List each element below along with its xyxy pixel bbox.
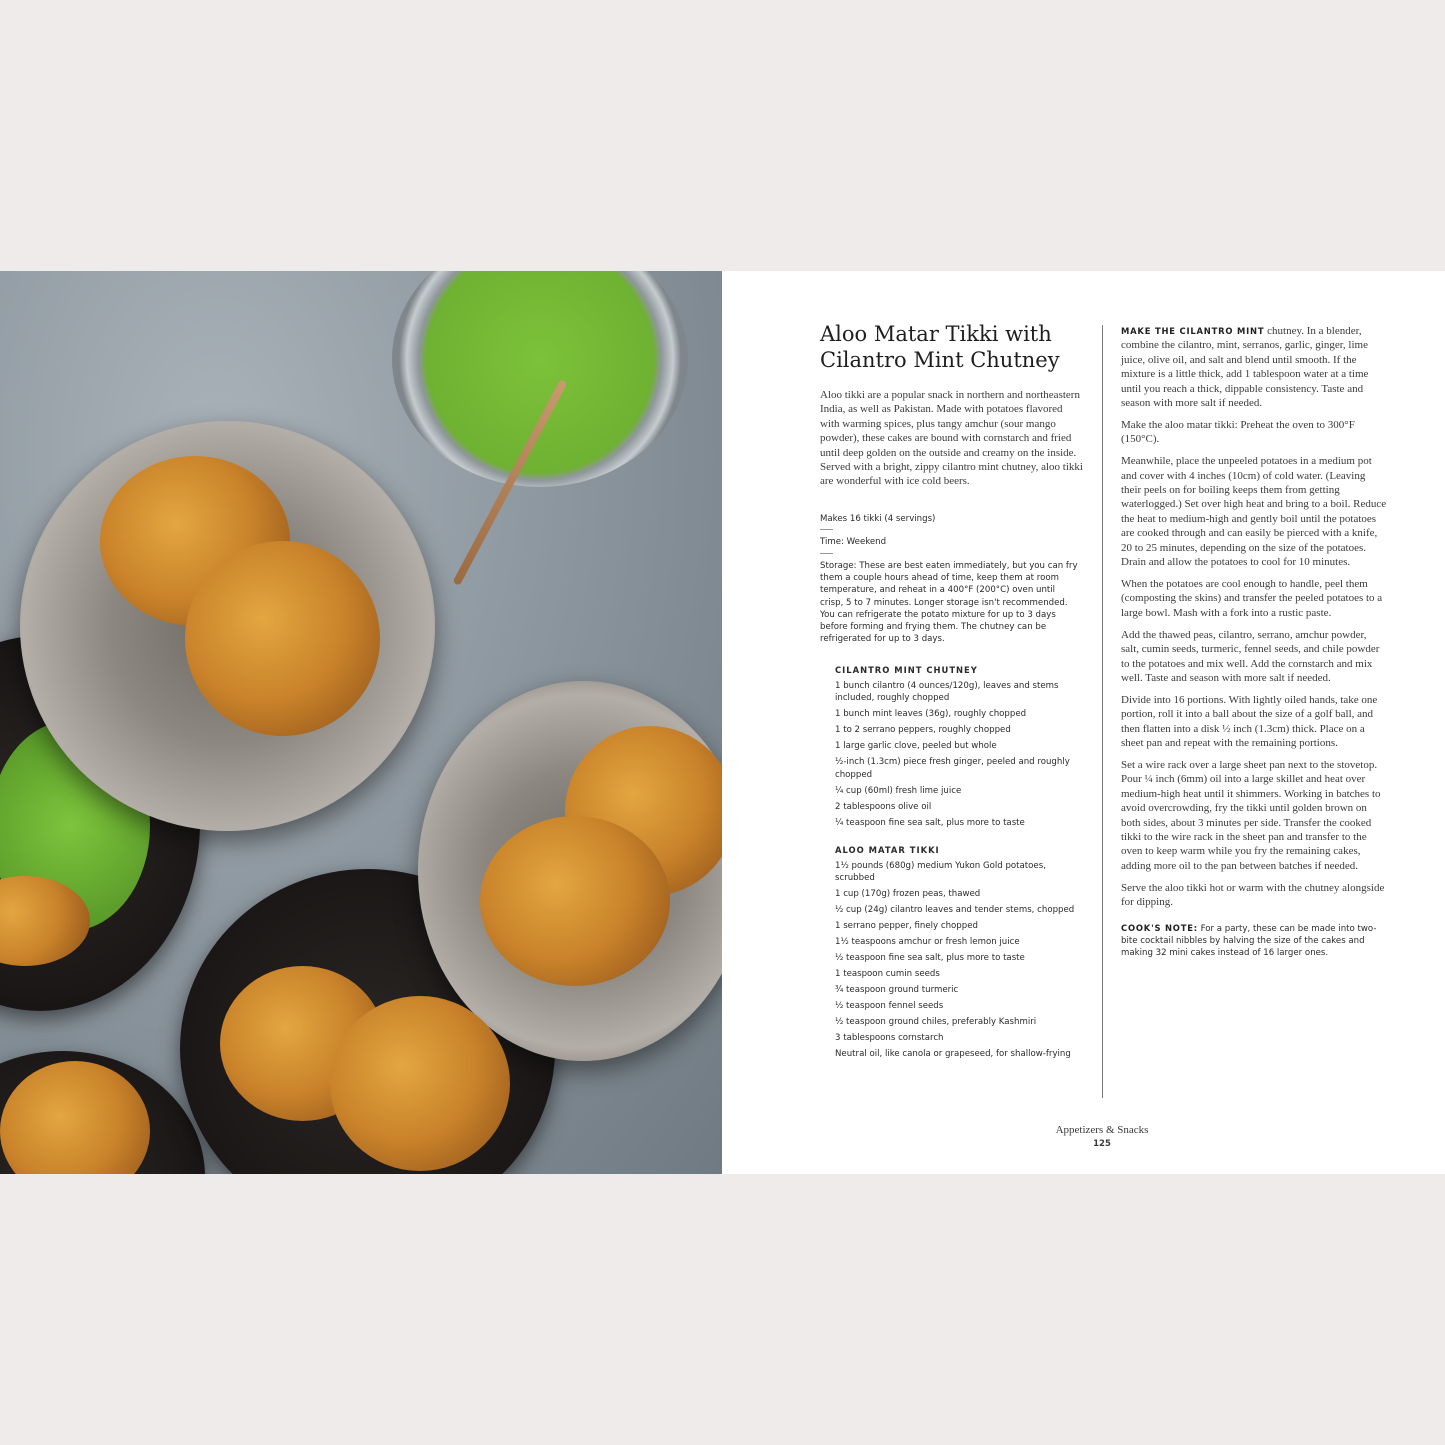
ingredient-item: ½-inch (1.3cm) piece fresh ginger, peeled and roughly chopped bbox=[835, 757, 1070, 780]
recipe-title: Aloo Matar Tikki with Cilantro Mint Chutney bbox=[820, 322, 1060, 372]
ingredient-group-heading: CILANTRO MINT CHUTNEY bbox=[835, 665, 978, 675]
ingredient-item: ½ cup (24g) cilantro leaves and tender stems, chopped bbox=[835, 905, 1075, 916]
tikki-patty bbox=[330, 996, 510, 1171]
ingredient-item: 1½ pounds (680g) medium Yukon Gold potatoes, scrubbed bbox=[835, 860, 1046, 884]
column-divider bbox=[1102, 325, 1103, 1098]
spacer bbox=[835, 833, 1075, 844]
method-step: Set a wire rack over a large sheet pan next to the stovetop. Pour ¼ inch (6mm) oil into a large skillet and heat over medium-high heat until it shimmers. Working in batches to avoid overcrowding, fry the tikki until golden brown on both sides, about 3 minutes per side. Transfer the cooked tikki to the wire rack in the sheet pan and transfer to the oven to keep warm while you fry the remaining cakes, adding more oil to the pan between batches if needed. bbox=[1121, 758, 1381, 872]
book-spread bbox=[0, 271, 1445, 1174]
ingredient-item: ½ teaspoon fennel seeds bbox=[835, 1001, 944, 1012]
ingredient-item: 3 tablespoons cornstarch bbox=[835, 1033, 944, 1044]
food-photo bbox=[0, 271, 722, 1174]
step-text: chutney. In a blender, combine the cilantro, mint, serranos, garlic, ginger, lime juice, olive oil, and salt and blend until smooth. If the mixture is a little thick, add 1 tablespoon water at a time until you reach a thick, dippable consistency. Taste and season with more salt if needed. bbox=[1121, 325, 1369, 410]
ingredient-item: 1 teaspoon cumin seeds bbox=[835, 969, 940, 980]
ingredient-item: 2 tablespoons olive oil bbox=[835, 801, 932, 812]
recipe-time: Time: Weekend bbox=[820, 537, 887, 547]
ingredient-item: 1 cup (170g) frozen peas, thawed bbox=[835, 889, 981, 900]
ingredient-item: ¼ cup (60ml) fresh lime juice bbox=[835, 785, 962, 796]
method-step: Divide into 16 portions. With lightly oiled hands, take one portion, roll it into a ball about the size of a golf ball, and then flatten into a disk ½ inch (1.3cm) thick. Place on a sheet pan and repeat with the remaining portions. bbox=[1121, 693, 1378, 750]
ingredient-item: ½ teaspoon ground chiles, preferably Kashmiri bbox=[835, 1017, 1037, 1028]
ingredient-item: ½ teaspoon fine sea salt, plus more to taste bbox=[835, 953, 1025, 964]
ingredient-item: 1 bunch mint leaves (36g), roughly chopped bbox=[835, 709, 1027, 720]
method-step: Meanwhile, place the unpeeled potatoes in a medium pot and cover with 4 inches (10cm) of cold water. (Leaving their peels on for boiling keeps them from getting waterlogged.) Set over high heat and bring to a boil. Reduce the heat to medium-high and gently boil until the potatoes are cooked through and can easily be pierced with a knife, 20 to 25 minutes, depending on the size of the potatoes. Drain and allow the potatoes to cool for 10 minutes. bbox=[1121, 455, 1387, 569]
ingredient-group-heading: ALOO MATAR TIKKI bbox=[835, 844, 940, 855]
recipe-yield: Makes 16 tikki (4 servings) bbox=[820, 514, 936, 524]
method-step: Make the aloo matar tikki: Preheat the oven to 300°F (150°C). bbox=[1121, 418, 1355, 446]
recipe-page bbox=[722, 271, 1445, 1174]
cooks-note bbox=[1121, 922, 1387, 960]
method-step: Serve the aloo tikki hot or warm with the chutney alongside for dipping. bbox=[1121, 881, 1385, 909]
step-lead: MAKE THE CILANTRO MINT bbox=[1121, 326, 1265, 336]
ingredient-item: Neutral oil, like canola or grapeseed, for shallow-frying bbox=[835, 1049, 1071, 1060]
rule bbox=[820, 529, 833, 530]
note-text: For a party, these can be made into two-bite cocktail nibbles by halving the size of the cakes and making 32 mini cakes instead of 16 larger ones. bbox=[1121, 923, 1377, 958]
ingredient-item: 1 serrano pepper, finely chopped bbox=[835, 921, 978, 932]
method-steps bbox=[1121, 324, 1387, 959]
tikki-patty bbox=[480, 816, 670, 986]
page-footer bbox=[1002, 1123, 1202, 1152]
method-step: Add the thawed peas, cilantro, serrano, amchur powder, salt, cumin seeds, turmeric, fennel seeds, and chile powder to the potatoes and mix well. Add the cornstarch and mix well. Taste and season with more salt if needed. bbox=[1121, 628, 1380, 684]
rule bbox=[820, 553, 833, 554]
ingredient-item: ¾ teaspoon ground turmeric bbox=[835, 985, 959, 996]
recipe-intro: Aloo tikki are a popular snack in northern and northeastern India, as well as Pakistan. Made with potatoes flavored with warming spices, plus tangy amchur (sour mango powder), these cakes are bound with cornstarch and fried until deep golden on the outside and creamy on the inside. Served with a bright, zippy cilantro mint chutney, aloo tikki are wonderful with ice cold beers. bbox=[820, 389, 1083, 488]
ingredient-item: 1½ teaspoons amchur or fresh lemon juice bbox=[835, 937, 1020, 948]
ingredient-item: ¼ teaspoon fine sea salt, plus more to taste bbox=[835, 817, 1025, 828]
method-step: When the potatoes are cool enough to handle, peel them (composting the skins) and transfer the peeled potatoes to a large bowl. Mash with a fork into a rustic paste. bbox=[1121, 578, 1383, 619]
note-lead: COOK'S NOTE: bbox=[1121, 922, 1198, 933]
section-name: Appetizers & Snacks bbox=[1055, 1124, 1149, 1136]
page-number: 125 bbox=[1093, 1139, 1111, 1150]
ingredients-list bbox=[835, 664, 1075, 1064]
recipe-storage: Storage: These are best eaten immediately, but you can fry them a couple hours ahead of time, keep them at room temperature, and reheat in a 400°F (200°C) oven until crisp, 5 to 7 minutes. Longer storage isn't recommended. You can refrigerate the potato mixture for up to 3 days before forming and frying them. The chutney can be refrigerated for up to 3 days. bbox=[820, 561, 1078, 645]
ingredient-item: 1 to 2 serrano peppers, roughly chopped bbox=[835, 725, 1011, 736]
ingredient-item: 1 large garlic clove, peeled but whole bbox=[835, 741, 997, 752]
method-step bbox=[1121, 324, 1387, 410]
tikki-patty bbox=[185, 541, 380, 736]
ingredient-item: 1 bunch cilantro (4 ounces/120g), leaves and stems included, roughly chopped bbox=[835, 681, 1059, 704]
chutney-bowl bbox=[392, 271, 688, 487]
